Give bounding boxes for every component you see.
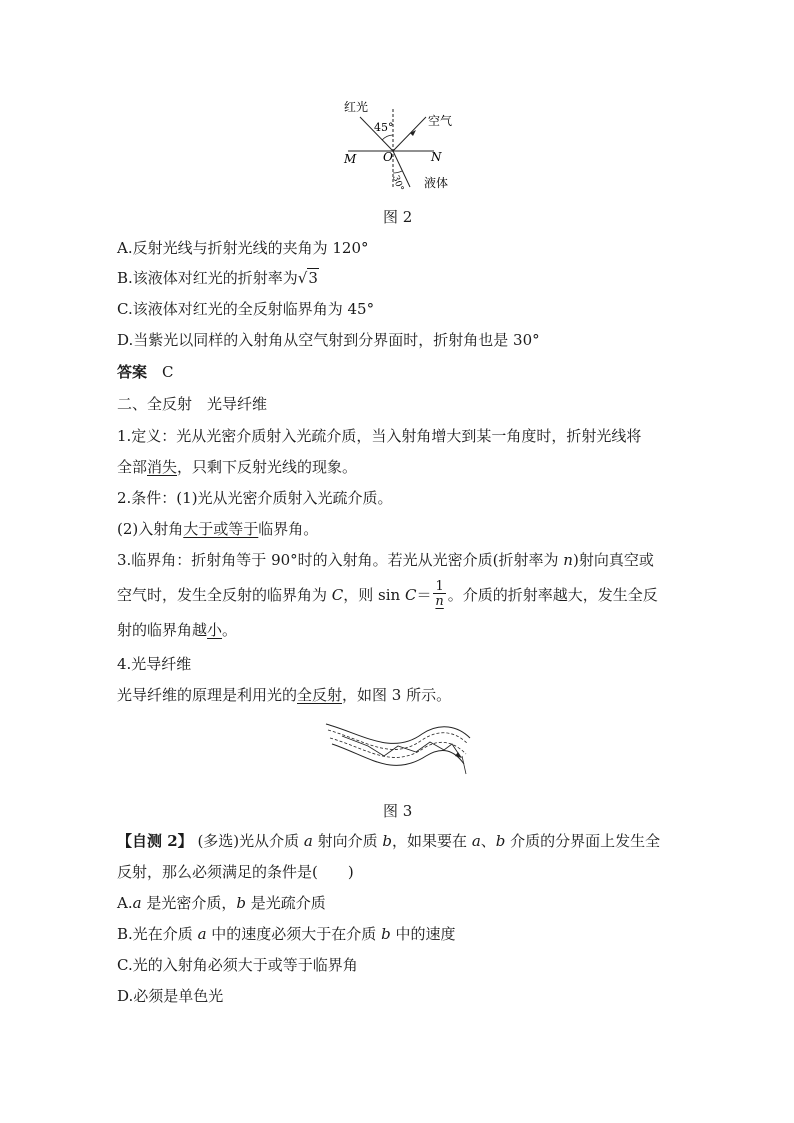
question-2-line-1: 【自测 2】 (多选)光从介质 a 射向介质 b，如果要在 a、b 介质的分界面上发生全 — [117, 832, 661, 850]
definition-line-1: 1.定义：光从光密介质射入光疏介质，当入射角增大到某一角度时，折射光线将 — [117, 427, 642, 445]
figure-3-optical-fiber — [322, 716, 474, 786]
label-air: 空气 — [428, 114, 453, 128]
option-d: D.当紫光以同样的入射角从空气射到分界面时，折射角也是 30° — [117, 331, 540, 349]
label-red-light: 红光 — [344, 100, 369, 114]
figure-2-caption: 图 2 — [383, 208, 413, 226]
label-n: N — [431, 150, 442, 164]
fiber-outer-top — [326, 724, 470, 743]
q2-option-a: A.a 是光密介质，b 是光疏介质 — [117, 894, 326, 912]
underlined-ge: 大于或等于 — [183, 520, 259, 538]
critical-angle-line-1: 3.临界角：折射角等于 90°时的入射角。若光从光密介质(折射率为 n)射向真空或 — [117, 551, 654, 569]
option-b-text: B.该液体对红光的折射率为 — [117, 269, 298, 287]
label-30: 30° — [390, 174, 405, 193]
critical-angle-line-2: 空气时，发生全反射的临界角为 C，则 sin C＝ $\frac{1}{n}$ 。介质的折射率越大，发生全反 — [117, 579, 658, 609]
option-b — [117, 268, 319, 288]
fiber-end-tick — [462, 756, 466, 774]
section-heading: 二、全反射 光导纤维 — [117, 395, 268, 413]
label-45: 45° — [374, 121, 394, 134]
underlined-small: 小 — [207, 621, 223, 639]
label-m: M — [344, 152, 357, 166]
label-o: O — [383, 150, 393, 164]
underlined-disappear: 消失 — [147, 458, 178, 476]
figure-3-caption: 图 3 — [383, 802, 413, 820]
answer-value: C — [162, 363, 174, 381]
option-c: C.该液体对红光的全反射临界角为 45° — [117, 300, 375, 318]
answer-line — [117, 362, 174, 382]
critical-angle-line-3: 射的临界角越小。 — [117, 621, 238, 639]
q2-option-d: D.必须是单色光 — [117, 987, 224, 1005]
option-a: A.反射光线与折射光线的夹角为 120° — [117, 239, 369, 257]
zigzag-light-ray — [342, 736, 460, 756]
fiber-principle: 光导纤维的原理是利用光的全反射，如图 3 所示。 — [117, 686, 452, 704]
question-tag: 【自测 2】 — [117, 832, 193, 850]
definition-line-2: 全部消失，只剩下反射光线的现象。 — [117, 458, 358, 476]
fiber-core-bottom — [330, 738, 466, 757]
fiber-heading: 4.光导纤维 — [117, 655, 192, 673]
q2-option-c: C.光的入射角必须大于或等于临界角 — [117, 956, 358, 974]
q2-option-b: B.光在介质 a 中的速度必须大于在介质 b 中的速度 — [117, 925, 456, 943]
angle-arc-45 — [382, 135, 393, 140]
label-liquid: 液体 — [424, 176, 449, 190]
condition-line-2: (2)入射角大于或等于临界角。 — [117, 520, 319, 538]
sqrt-3: √3 — [297, 269, 318, 287]
question-2-line-2: 反射，那么必须满足的条件是( ) — [117, 863, 354, 881]
air-ray — [393, 117, 426, 151]
figure-2-refraction-diagram — [330, 95, 470, 195]
fraction-1-over-n: $\frac{1}{n}$ — [435, 579, 444, 609]
condition-line-1: 2.条件：(1)光从光密介质射入光疏介质。 — [117, 489, 393, 507]
angle-arc-30 — [393, 171, 402, 173]
fiber-outer-bottom — [332, 744, 464, 765]
answer-label: 答案 — [117, 363, 148, 381]
underlined-total-reflection: 全反射 — [297, 686, 343, 704]
